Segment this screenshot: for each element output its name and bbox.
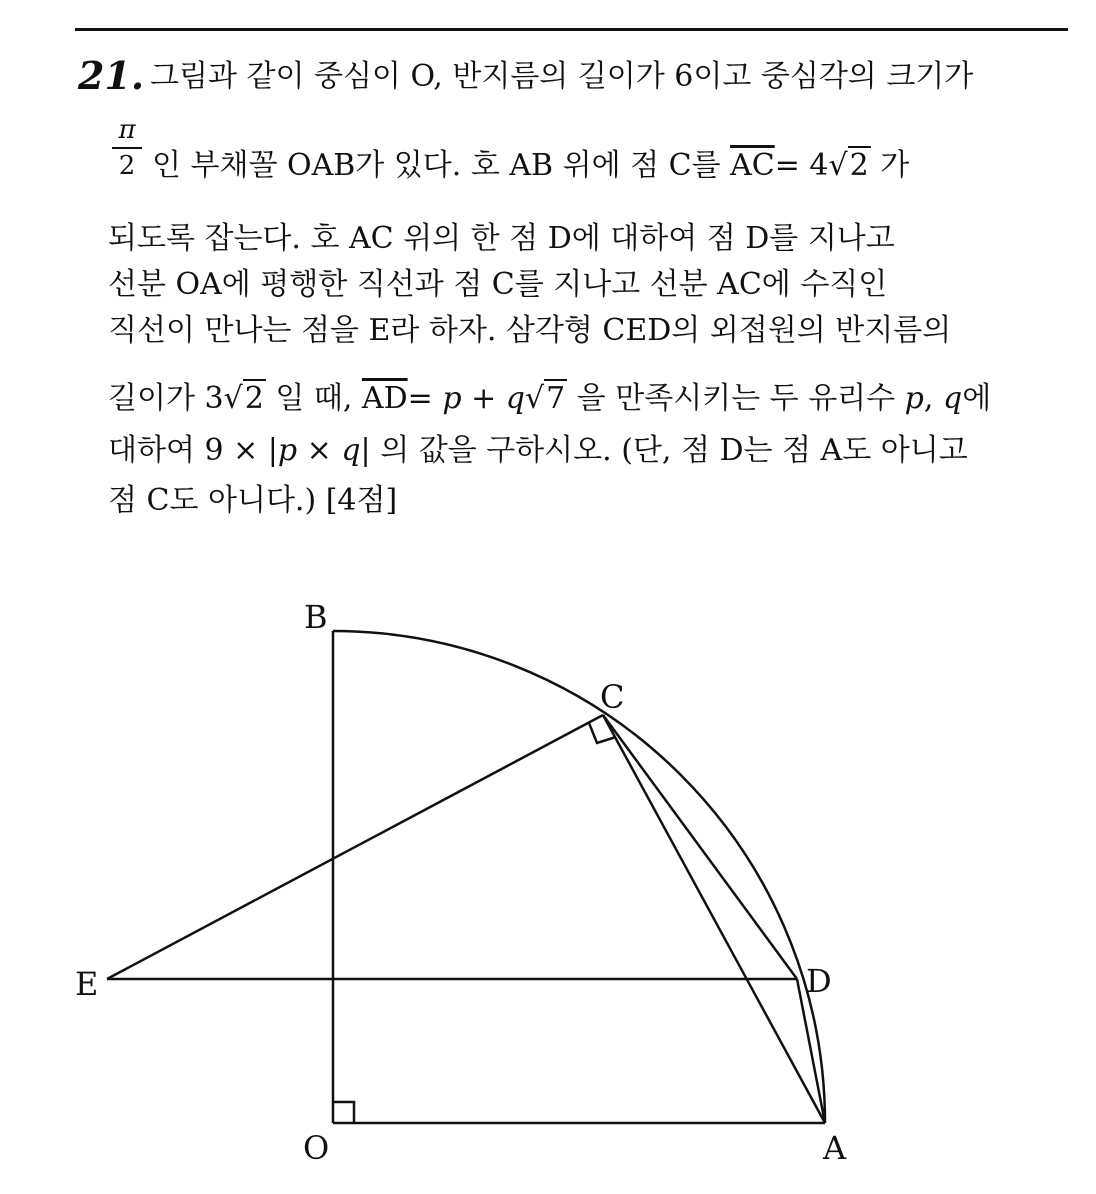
var-p: p <box>442 381 462 416</box>
line6-text-b: 일 때, <box>265 381 362 416</box>
sqrt-2-radius: √2 <box>223 381 264 416</box>
problem-line-8: 점 C도 아니다.) [4점] <box>108 483 398 518</box>
segment-ad: $\overline{AD}$ <box>361 381 408 416</box>
line6-text-g: 에 <box>962 381 992 416</box>
line2-text-b: = 4 <box>774 148 829 183</box>
label-a: A <box>823 1129 847 1167</box>
problem-line-3: 되도록 잡는다. 호 AC 위의 한 점 D에 대하여 점 D를 지나고 <box>108 221 895 256</box>
line6-text-f: , <box>923 381 943 416</box>
line6-text-a: 길이가 3 <box>108 381 224 416</box>
label-e: E <box>75 965 99 1003</box>
var-p: p <box>277 433 298 468</box>
line2-text-c: 가 <box>870 148 910 183</box>
fraction-numerator: π <box>118 115 136 145</box>
problem-line-5: 직선이 만나는 점을 E라 하자. 삼각형 CED의 외접원의 반지름의 <box>108 313 952 348</box>
question-number: 21. <box>78 53 145 98</box>
line6-text-e: 을 만족시키는 두 유리수 <box>567 381 905 416</box>
line7-text-b: × <box>297 433 342 468</box>
line6-text-d: + <box>461 381 506 416</box>
sqrt-2: √2 <box>828 148 869 183</box>
fraction-denominator: 2 <box>118 151 136 181</box>
label-b: B <box>304 598 328 636</box>
line6-text-c: = <box>407 381 443 416</box>
label-o: O <box>303 1129 330 1167</box>
var-q: q <box>341 433 361 468</box>
segment-ce <box>107 715 603 979</box>
segment-ac: $\overline{AC}$ <box>730 148 775 183</box>
var-q: q <box>942 381 963 416</box>
sqrt-radicand: 2 <box>244 381 264 416</box>
sqrt-radicand: 7 <box>546 381 566 416</box>
problem-line-1: 그림과 같이 중심이 O, 반지름의 길이가 6이고 중심각의 크기가 <box>150 59 974 94</box>
right-angle-mark-o <box>333 1102 354 1123</box>
sqrt-7: √7 <box>524 381 566 416</box>
problem-line-4: 선분 OA에 평행한 직선과 점 C를 지나고 선분 AC에 수직인 <box>108 267 888 302</box>
var-q: q <box>505 381 525 416</box>
label-d: D <box>806 962 832 1000</box>
line7-text-a: 대하여 9 × | <box>108 433 278 468</box>
label-c: C <box>600 678 625 716</box>
var-p: p <box>904 381 924 416</box>
line7-text-c: | 의 값을 구하시오. (단, 점 D는 점 A도 아니고 <box>360 433 968 468</box>
arc-ab <box>333 631 825 1123</box>
sqrt-radicand: 2 <box>849 148 869 183</box>
segment-cd <box>603 715 797 979</box>
segment-ca <box>603 715 825 1123</box>
line2-text-a: 인 부채꼴 OAB가 있다. 호 AB 위에 점 C를 <box>152 148 731 183</box>
